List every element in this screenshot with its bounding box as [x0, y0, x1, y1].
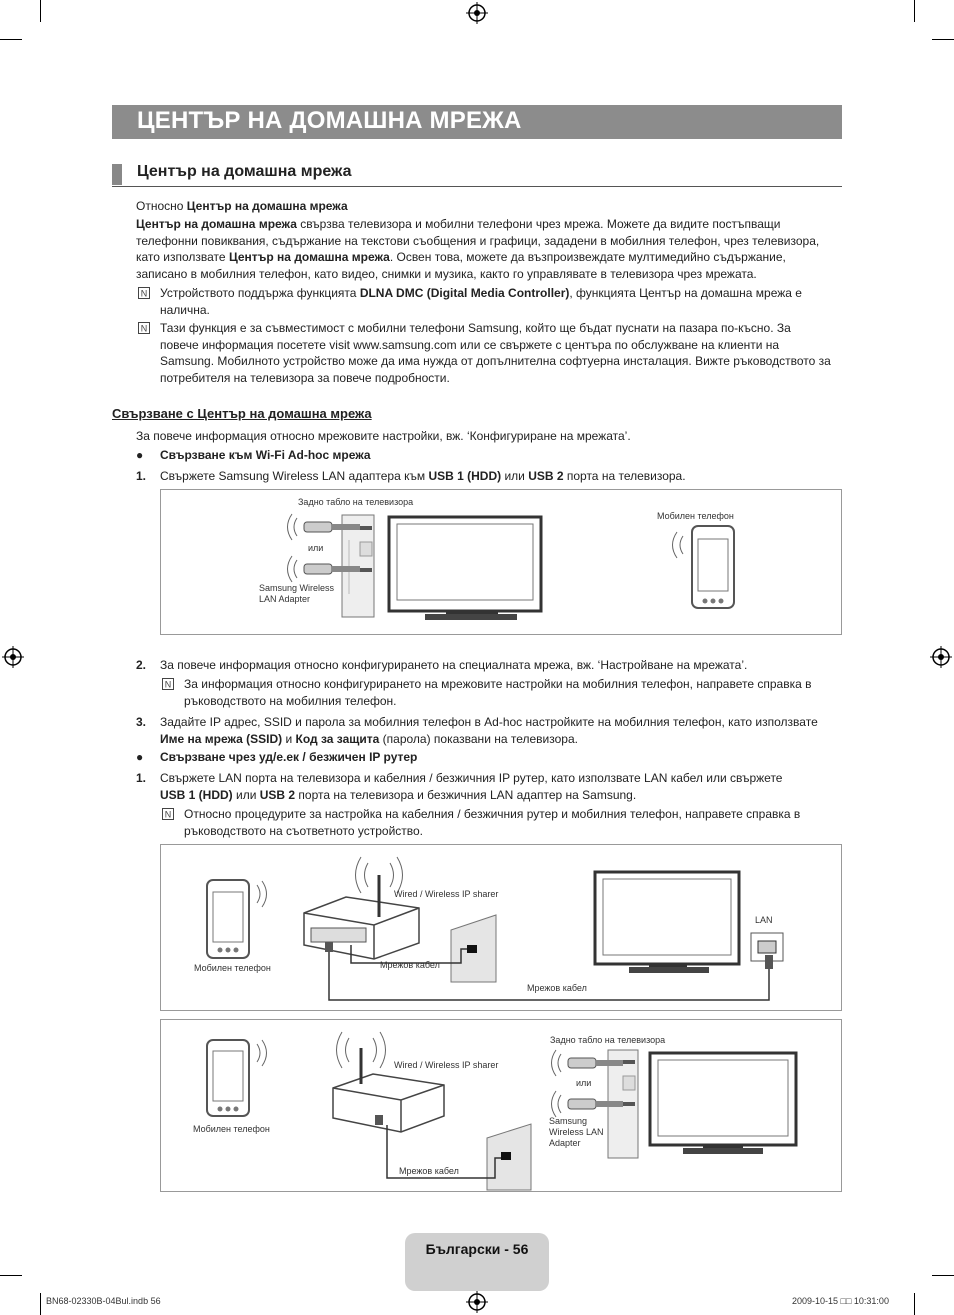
note-mobile-config: За информация относно конфигурирането на мрежовите настройки на мобилния телефон, направете справка в ръководството на мобилния телефон.	[184, 677, 812, 708]
label-or: или	[308, 543, 324, 553]
crop-mark	[914, 1293, 915, 1315]
page-number: Български - 56	[425, 1241, 529, 1257]
file-info: BN68-02330B-04Bul.indb 56	[46, 1296, 161, 1306]
svg-text:N: N	[164, 679, 172, 690]
label-cable: Мрежов кабел	[399, 1166, 459, 1176]
label-cable: Мрежов кабел	[380, 960, 440, 970]
svg-text:N: N	[140, 288, 148, 299]
chapter-title: ЦЕНТЪР НА ДОМАШНА МРЕЖА	[137, 107, 522, 134]
crop-mark	[932, 1275, 954, 1276]
crop-mark	[914, 0, 915, 22]
step-2-adhoc: 2. За повече информация относно конфигурирането на специалната мрежа, вж. ‘Настройване на мрежата’.	[136, 658, 748, 672]
note-icon	[138, 287, 150, 299]
label-back-panel: Задно табло на телевизора	[298, 497, 414, 507]
label-mobile: Мобилен телефон	[657, 511, 734, 521]
registration-mark-icon	[466, 2, 488, 24]
label-back-panel: Задно табло на телевизора	[550, 1035, 666, 1045]
page-number-tab	[405, 1233, 549, 1291]
adhoc-diagram-graphic	[161, 490, 841, 634]
intro-paragraph: Център на домашна мрежа свързва телевизора и мобилни телефони чрез мрежа. Можете да видите постъпващи телефонни повиквания, съдържание на текстови съобщения и графици, зададени в мобилния телефон, чрез телевизора, като използвате Център на домашна мрежа. Освен това, можете да възпроизвеждате мултимедийно съдържание, записано в мобилния телефон, като видео, снимки и музика, както го управлявате в телевизора чрез мрежата.	[136, 217, 820, 281]
connect-info: За повече информация относно мрежовите настройки, вж. ‘Конфигуриране на мрежата’.	[136, 429, 631, 443]
registration-mark-icon	[2, 646, 24, 668]
step-1-router: 1. Свържете LAN порта на телевизора и кабелния / безжичния IP рутер, като използвате LAN кабел или свържете USB 1 (HDD) или USB 2 порта на телевизора и безжичния LAN адаптер на Samsung.	[136, 771, 783, 802]
svg-text:N: N	[140, 323, 148, 334]
note-icon	[162, 678, 174, 690]
label-lan: LAN	[755, 915, 773, 925]
note-dlna: Устройството поддържа функцията DLNA DMC (Digital Media Controller), функцията Център на домашна мрежа е налична.	[160, 286, 802, 317]
note-samsung: Тази функция е за съвместимост с мобилни телефони Samsung, който ще бъдат пуснати на пазара по-късно. За повече информация посетете visit www.samsung.com или се свържете с центъра по обслужване на клиенти на Samsung. Мобилното устройство може да има нужда от допълнителна софтуерна инсталация. Вижте ръководството за потребителя на телевизора за повече подробности.	[160, 321, 831, 385]
registration-mark-icon	[466, 1291, 488, 1313]
label-or: или	[576, 1078, 592, 1088]
crop-mark	[40, 1293, 41, 1315]
note-icon	[162, 808, 174, 820]
section-heading	[112, 162, 842, 187]
label-mobile: Мобилен телефон	[194, 963, 271, 973]
svg-text:N: N	[164, 809, 172, 820]
label-sharer: Wired / Wireless IP sharer	[394, 889, 499, 899]
note-icon	[138, 322, 150, 334]
label-adapter: Samsung Wireless LAN Adapter	[259, 583, 335, 604]
diagram-adhoc	[160, 489, 842, 635]
heading-marker	[112, 164, 122, 185]
crop-mark	[0, 1275, 22, 1276]
connect-heading: Свързване с Център на домашна мрежа	[112, 406, 372, 421]
note-router: Относно процедурите за настройка на кабелния / безжичния рутер и мобилния телефон, направете справка в ръководството на съответното устройство.	[184, 807, 801, 838]
label-cable: Мрежов кабел	[527, 983, 587, 993]
registration-mark-icon	[930, 646, 952, 668]
label-mobile: Мобилен телефон	[193, 1124, 270, 1134]
diagram-router-lan	[160, 844, 842, 1011]
diagram-router-wireless	[160, 1019, 842, 1192]
router-wireless-diagram-graphic	[161, 1020, 841, 1191]
step-3-adhoc: 3. Задайте IP адрес, SSID и парола за мобилния телефон в Ad-hoc настройките на мобилния телефон, като използвате Име на мрежа (SSID) и Код за защита (парола) показвани на телевизора.	[136, 715, 818, 746]
crop-mark	[0, 39, 22, 40]
bullet-adhoc: ● Свързване към Wi-Fi Ad-hoc мрежа	[136, 448, 371, 462]
label-sharer: Wired / Wireless IP sharer	[394, 1060, 499, 1070]
label-adapter: Samsung Wireless LAN Adapter	[549, 1116, 604, 1148]
about-line: Относно Център на домашна мрежа	[136, 199, 348, 213]
crop-mark	[40, 0, 41, 22]
print-date: 2009-10-15 □□ 10:31:00	[792, 1296, 889, 1306]
chapter-title-bar	[112, 105, 842, 139]
router-lan-diagram-graphic	[161, 845, 841, 1010]
section-title: Център на домашна мрежа	[137, 163, 352, 180]
crop-mark	[932, 39, 954, 40]
bullet-router: ● Свързване чрез уд/е.ек / безжичен IP рутер	[136, 750, 418, 764]
step-1-adhoc: 1. Свържете Samsung Wireless LAN адаптера към USB 1 (HDD) или USB 2 порта на телевизора.	[136, 469, 686, 483]
